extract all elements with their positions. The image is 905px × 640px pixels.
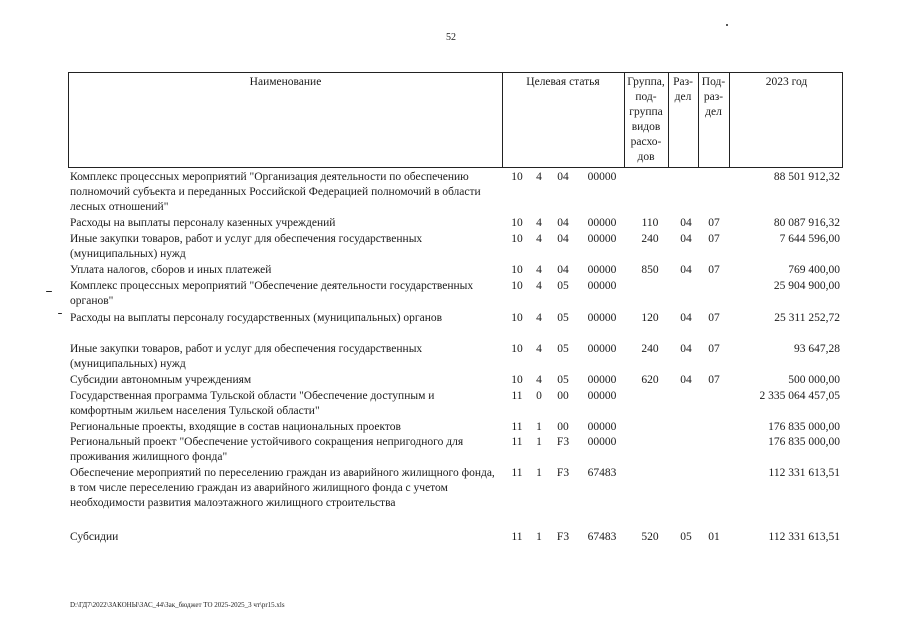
row-amount: 7 644 596,00	[779, 233, 840, 245]
row-target-type: 1	[536, 467, 542, 479]
row-subsection: 07	[708, 374, 720, 386]
row-target-program: 10	[511, 217, 523, 229]
row-target-direction: 00000	[587, 421, 617, 433]
row-name: Расходы на выплаты персоналу государственных (муниципальных) органов	[70, 312, 443, 324]
row-amount: 176 835 000,00	[768, 421, 840, 433]
row-subsection: 07	[708, 343, 720, 355]
row-amount: 500 000,00	[788, 374, 840, 386]
header-expense-group: Группа, под- группа видов расхо- дов	[627, 76, 665, 163]
row-expense-group: 120	[641, 312, 659, 324]
row-name: Иные закупки товаров, работ и услуг для обеспечения государственных (муниципальных) нужд	[70, 233, 423, 260]
row-name: Иные закупки товаров, работ и услуг для обеспечения государственных (муниципальных) нужд	[70, 343, 423, 370]
row-target-item: F3	[556, 531, 570, 543]
row-amount: 2 335 064 457,05	[759, 390, 840, 402]
row-amount: 88 501 912,32	[773, 171, 840, 183]
row-name: Обеспечение мероприятий по переселению граждан из аварийного жилищного фонда, в том числе переселению граждан из аварийного жилищного фонда с учетом необходимости развития малоэтажного жилищного строительства	[70, 467, 495, 509]
row-target-direction: 00000	[587, 343, 617, 355]
row-name: Комплекс процессных мероприятий "Обеспечение деятельности государственных органов"	[70, 280, 474, 307]
row-target-item: 00	[557, 421, 569, 433]
header-target-article: Целевая статья	[526, 76, 600, 88]
row-section: 04	[680, 264, 692, 276]
row-target-item: 04	[557, 217, 569, 229]
row-target-program: 11	[511, 467, 523, 479]
row-target-direction: 67483	[587, 531, 617, 543]
scan-speck	[46, 291, 52, 292]
row-target-direction: 00000	[587, 374, 617, 386]
row-target-type: 4	[536, 280, 542, 292]
row-target-program: 10	[511, 343, 523, 355]
row-section: 04	[680, 312, 692, 324]
row-target-item: 05	[557, 374, 569, 386]
row-target-program: 11	[511, 390, 523, 402]
row-target-type: 4	[536, 374, 542, 386]
row-target-type: 4	[536, 171, 542, 183]
row-amount: 112 331 613,51	[768, 467, 840, 479]
row-expense-group: 110	[641, 217, 659, 229]
row-expense-group: 620	[641, 374, 659, 386]
row-amount: 112 331 613,51	[768, 531, 840, 543]
row-target-type: 4	[536, 264, 542, 276]
row-target-item: F3	[556, 436, 570, 448]
row-target-item: 04	[557, 233, 569, 245]
row-target-direction: 00000	[587, 280, 617, 292]
row-target-type: 1	[536, 436, 542, 448]
row-target-type: 4	[536, 312, 542, 324]
row-name: Комплекс процессных мероприятий "Организация деятельности по обеспечению полномочий субъекта и переданных Российской Федерацией полномочий в области лесных отношений"	[70, 171, 481, 213]
row-target-item: 05	[557, 312, 569, 324]
row-expense-group: 240	[641, 343, 659, 355]
row-target-item: 05	[557, 280, 569, 292]
row-target-program: 11	[511, 421, 523, 433]
row-section: 04	[680, 374, 692, 386]
row-target-direction: 00000	[587, 436, 617, 448]
row-amount: 80 087 916,32	[773, 217, 840, 229]
row-section: 05	[680, 531, 692, 543]
table-header	[68, 72, 843, 168]
row-amount: 25 311 252,72	[774, 312, 840, 324]
row-name: Государственная программа Тульской области "Обеспечение доступным и комфортным жильем населения Тульской области"	[70, 390, 435, 417]
file-path-footer: D:\ГД7\2022\ЗАКОНЫ\ЗАС_44\Зак_бюджет ТО 2025-2025_3 чт\pr15.xls	[70, 601, 285, 609]
row-target-program: 10	[511, 233, 523, 245]
row-target-program: 10	[511, 374, 523, 386]
header-subsection: Под- раз- дел	[701, 76, 726, 118]
row-name: Расходы на выплаты персоналу казенных учреждений	[70, 217, 336, 229]
row-target-direction: 00000	[587, 264, 617, 276]
row-target-program: 11	[511, 436, 523, 448]
row-subsection: 07	[708, 233, 720, 245]
row-target-item: 05	[557, 343, 569, 355]
header-year: 2023 год	[765, 76, 808, 88]
row-name: Субсидии	[70, 531, 119, 543]
row-target-program: 10	[511, 312, 523, 324]
row-target-item: 04	[557, 264, 569, 276]
row-expense-group: 240	[641, 233, 659, 245]
header-section: Раз- дел	[673, 76, 693, 103]
row-section: 04	[680, 233, 692, 245]
row-section: 04	[680, 343, 692, 355]
scan-speck	[58, 313, 62, 314]
row-target-type: 4	[536, 343, 542, 355]
row-section: 04	[680, 217, 692, 229]
row-target-type: 4	[536, 233, 542, 245]
row-target-direction: 00000	[587, 217, 617, 229]
row-amount: 25 904 900,00	[773, 280, 840, 292]
row-amount: 176 835 000,00	[768, 436, 840, 448]
row-target-type: 4	[536, 217, 542, 229]
row-amount: 93 647,28	[794, 343, 840, 355]
row-target-type: 1	[536, 421, 542, 433]
row-target-program: 10	[511, 171, 523, 183]
scan-speck	[726, 24, 728, 26]
row-subsection: 07	[708, 217, 720, 229]
row-target-item: 04	[557, 171, 569, 183]
row-subsection: 07	[708, 264, 720, 276]
row-target-item: F3	[556, 467, 570, 479]
row-target-direction: 67483	[587, 467, 617, 479]
page-number: 52	[446, 32, 456, 43]
row-amount: 769 400,00	[788, 264, 840, 276]
row-name: Региональные проекты, входящие в состав национальных проектов	[70, 421, 401, 433]
row-subsection: 07	[708, 312, 720, 324]
row-target-direction: 00000	[587, 171, 617, 183]
row-expense-group: 850	[641, 264, 659, 276]
row-target-type: 1	[536, 531, 542, 543]
row-name: Уплата налогов, сборов и иных платежей	[70, 264, 272, 276]
row-target-program: 10	[511, 280, 523, 292]
row-subsection: 01	[708, 531, 720, 543]
row-target-program: 10	[511, 264, 523, 276]
row-target-direction: 00000	[587, 390, 617, 402]
row-target-direction: 00000	[587, 312, 617, 324]
header-name: Наименование	[249, 76, 322, 88]
row-target-type: 0	[536, 390, 542, 402]
row-target-program: 11	[511, 531, 523, 543]
row-name: Субсидии автономным учреждениям	[70, 374, 252, 386]
row-name: Региональный проект "Обеспечение устойчивого сокращения непригодного для проживания жилищного фонда"	[70, 436, 464, 463]
row-target-item: 00	[557, 390, 569, 402]
row-expense-group: 520	[641, 531, 659, 543]
row-target-direction: 00000	[587, 233, 617, 245]
